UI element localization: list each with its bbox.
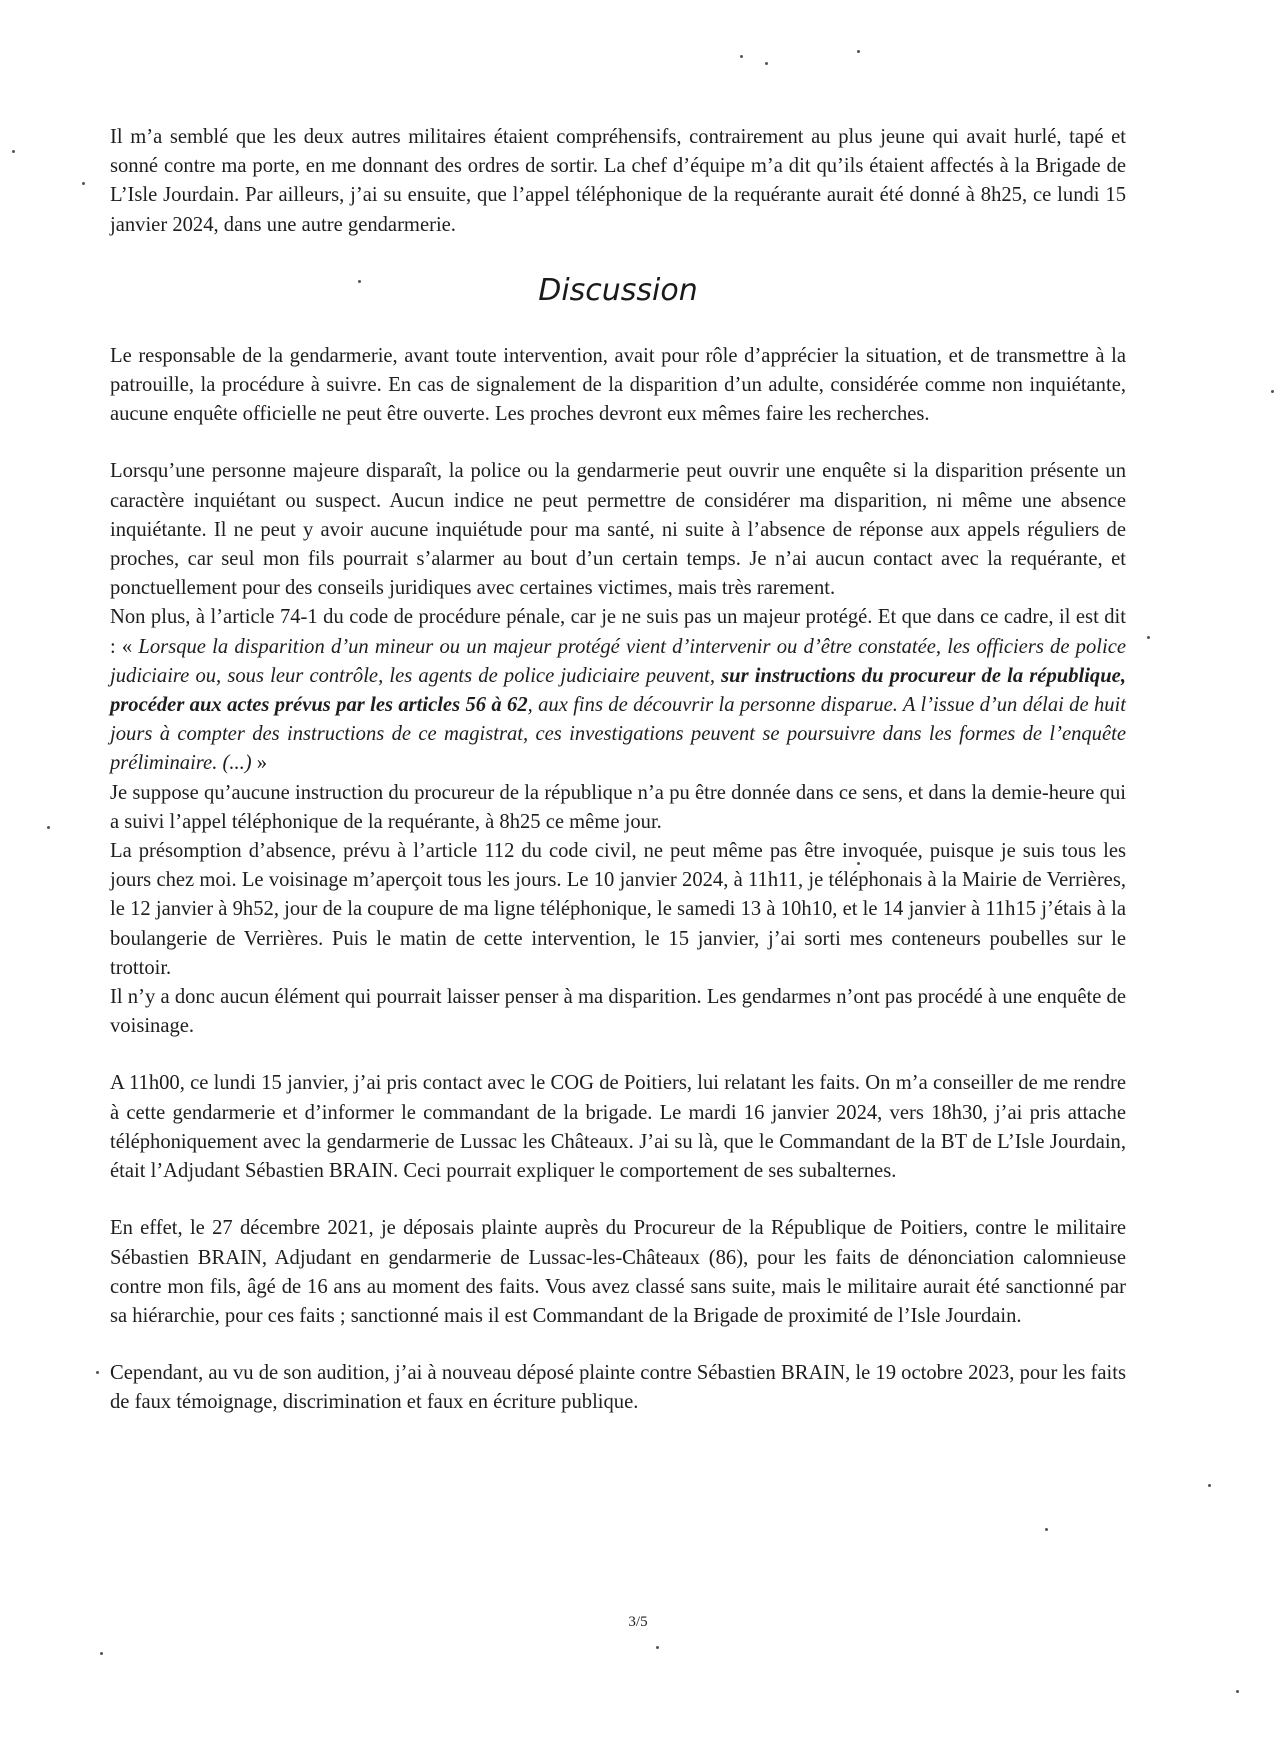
paragraph-gendarmerie-role: Le responsable de la gendarmerie, avant toute intervention, avait pour rôle d’apprécier la situation, et de transmettre à la patrouille, la procédure à suivre. En cas de signalement de la disparition d’un adulte, considérée comme non inquiétante, aucune enquête officielle ne peut être ouverte. Les proches devront eux mêmes faire les recherches. (110, 344, 1126, 426)
scan-speck (1147, 636, 1150, 639)
article-quote-part-2: , aux fins de découvrir la personne disparue. A l’issue d’un délai de huit jours à compter des instructions de ce magistrat, ces investigations peuvent se poursuivre dans les formes de l’enquête préliminaire. (...) (110, 694, 1127, 775)
document-body (110, 123, 1126, 1418)
scan-speck (47, 826, 50, 829)
paragraph-complaint-2021: En effet, le 27 décembre 2021, je déposais plainte auprès du Procureur de la République de Poitiers, contre le militaire Sébastien BRAIN, Adjudant en gendarmerie de Lussac-les-Châteaux (86), pour les faits de dénonciation calomnieuse contre mon fils, âgé de 16 ans au moment des faits. Vous avez classé sans suite, mais le militaire aurait été sanctionné par sa hiérarchie, pour ces faits ; sanctionné mais il est Commandant de la Brigade de proximité de l’Isle Jourdain. (110, 1217, 1126, 1327)
article-intro: Non plus, à l’article 74-1 du code de procédure pénale, car je ne suis pas un majeur protégé. Et que dans ce cadre, il est dit : « (110, 606, 1126, 658)
paragraph-prosecutor-instruction: Je suppose qu’aucune instruction du procureur de la république n’a pu être donnée dans ce sens, et dans la demie-heure qui a suivi l’appel téléphonique de la requérante, à 8h25 ce même jour. (110, 781, 1126, 833)
article-quote-close: » (251, 752, 268, 775)
scan-speck (765, 62, 768, 65)
paragraph-adult-disappearance: Lorsqu’une personne majeure disparaît, la police ou la gendarmerie peut ouvrir une enquête si la disparition présente un caractère inquiétant ou suspect. Aucun indice ne peut permettre de considérer ma disparition, ni même une absence inquiétante. Il ne peut y avoir aucune inquiétude pour ma santé, ni suite à l’absence de réponse aux appels réguliers de proches, car seul mon fils pourrait s’alarmer au bout d’un certain temps. Je n’ai aucun contact avec la requérante, et ponctuellement pour des conseils juridiques avec certaines victimes, mais très rarement. (110, 460, 1126, 600)
paragraph-cog-contact: A 11h00, ce lundi 15 janvier, j’ai pris contact avec le COG de Poitiers, lui relatant les faits. On m’a conseiller de me rendre à cette gendarmerie et d’informer le commandant de la brigade. Le mardi 16 janvier 2024, vers 18h30, j’ai pris attache téléphoniquement avec la gendarmerie de Lussac les Châteaux. J’ai su là, que le Commandant de la BT de L’Isle Jourdain, était l’Adjudant Sébastien BRAIN. Ceci pourrait expliquer le comportement de ses subalternes. (110, 1072, 1126, 1183)
scan-speck (1236, 1690, 1239, 1693)
article-quote-emphasis: sur instructions du procureur de la république, procéder aux actes prévus par les articles 56 à 62 (110, 664, 1126, 717)
scan-speck (1045, 1528, 1048, 1531)
scan-speck (358, 280, 361, 283)
paragraph-article-74-1 (110, 603, 1126, 778)
article-quote-part-1: Lorsque la disparition d’un mineur ou un majeur protégé vient d’intervenir ou d’être constatée, les officiers de police judiciaire ou, sous leur contrôle, les agents de police judiciaire peuvent, (110, 635, 1127, 687)
scan-speck (1271, 390, 1274, 393)
scan-speck (857, 50, 860, 53)
page-number: 3/5 (628, 1614, 648, 1630)
paragraph-no-element: Il n’y a donc aucun élément qui pourrait laisser penser à ma disparition. Les gendarmes n’ont pas procédé à une enquête de voisinage. (110, 986, 1126, 1038)
scan-speck (656, 1646, 659, 1649)
scan-speck (857, 862, 860, 865)
scan-speck (100, 1652, 103, 1655)
paragraph-military-behavior: Il m’a semblé que les deux autres militaires étaient compréhensifs, contrairement au plus jeune qui avait hurlé, tapé et sonné contre ma porte, en me donnant des ordres de sortir. La chef d’équipe m’a dit qu’ils étaient affectés à la Brigade de L’Isle Jourdain. Par ailleurs, j’ai su ensuite, que l’appel téléphonique de la requérante aurait été donné à 8h25, ce lundi 15 janvier 2024, dans une autre gendarmerie. (110, 126, 1126, 236)
scan-speck (740, 55, 743, 58)
paragraph-complaint-2023: Cependant, au vu de son audition, j’ai à nouveau déposé plainte contre Sébastien BRAIN, le 19 octobre 2023, pour les faits de faux témoignage, discrimination et faux en écriture publique. (110, 1362, 1126, 1414)
section-heading: Discussion (538, 272, 698, 308)
scan-speck (82, 182, 85, 185)
paragraph-presumption-absence: La présomption d’absence, prévu à l’article 112 du code civil, ne peut même pas être invoquée, puisque je suis tous les jours chez moi. Le voisinage m’aperçoit tous les jours. Le 10 janvier 2024, à 11h11, je téléphonais à la Mairie de Verrières, le 12 janvier à 9h52, jour de la coupure de ma ligne téléphonique, le samedi 13 à 10h10, et le 14 janvier à 11h15 j’étais à la boulangerie de Verrières. Puis le matin de cette intervention, le 15 janvier, j’ai sorti mes conteneurs poubelles sur le trottoir. (110, 840, 1126, 979)
scan-speck (96, 1371, 99, 1374)
scan-speck (12, 150, 15, 153)
scan-speck (1208, 1484, 1211, 1487)
